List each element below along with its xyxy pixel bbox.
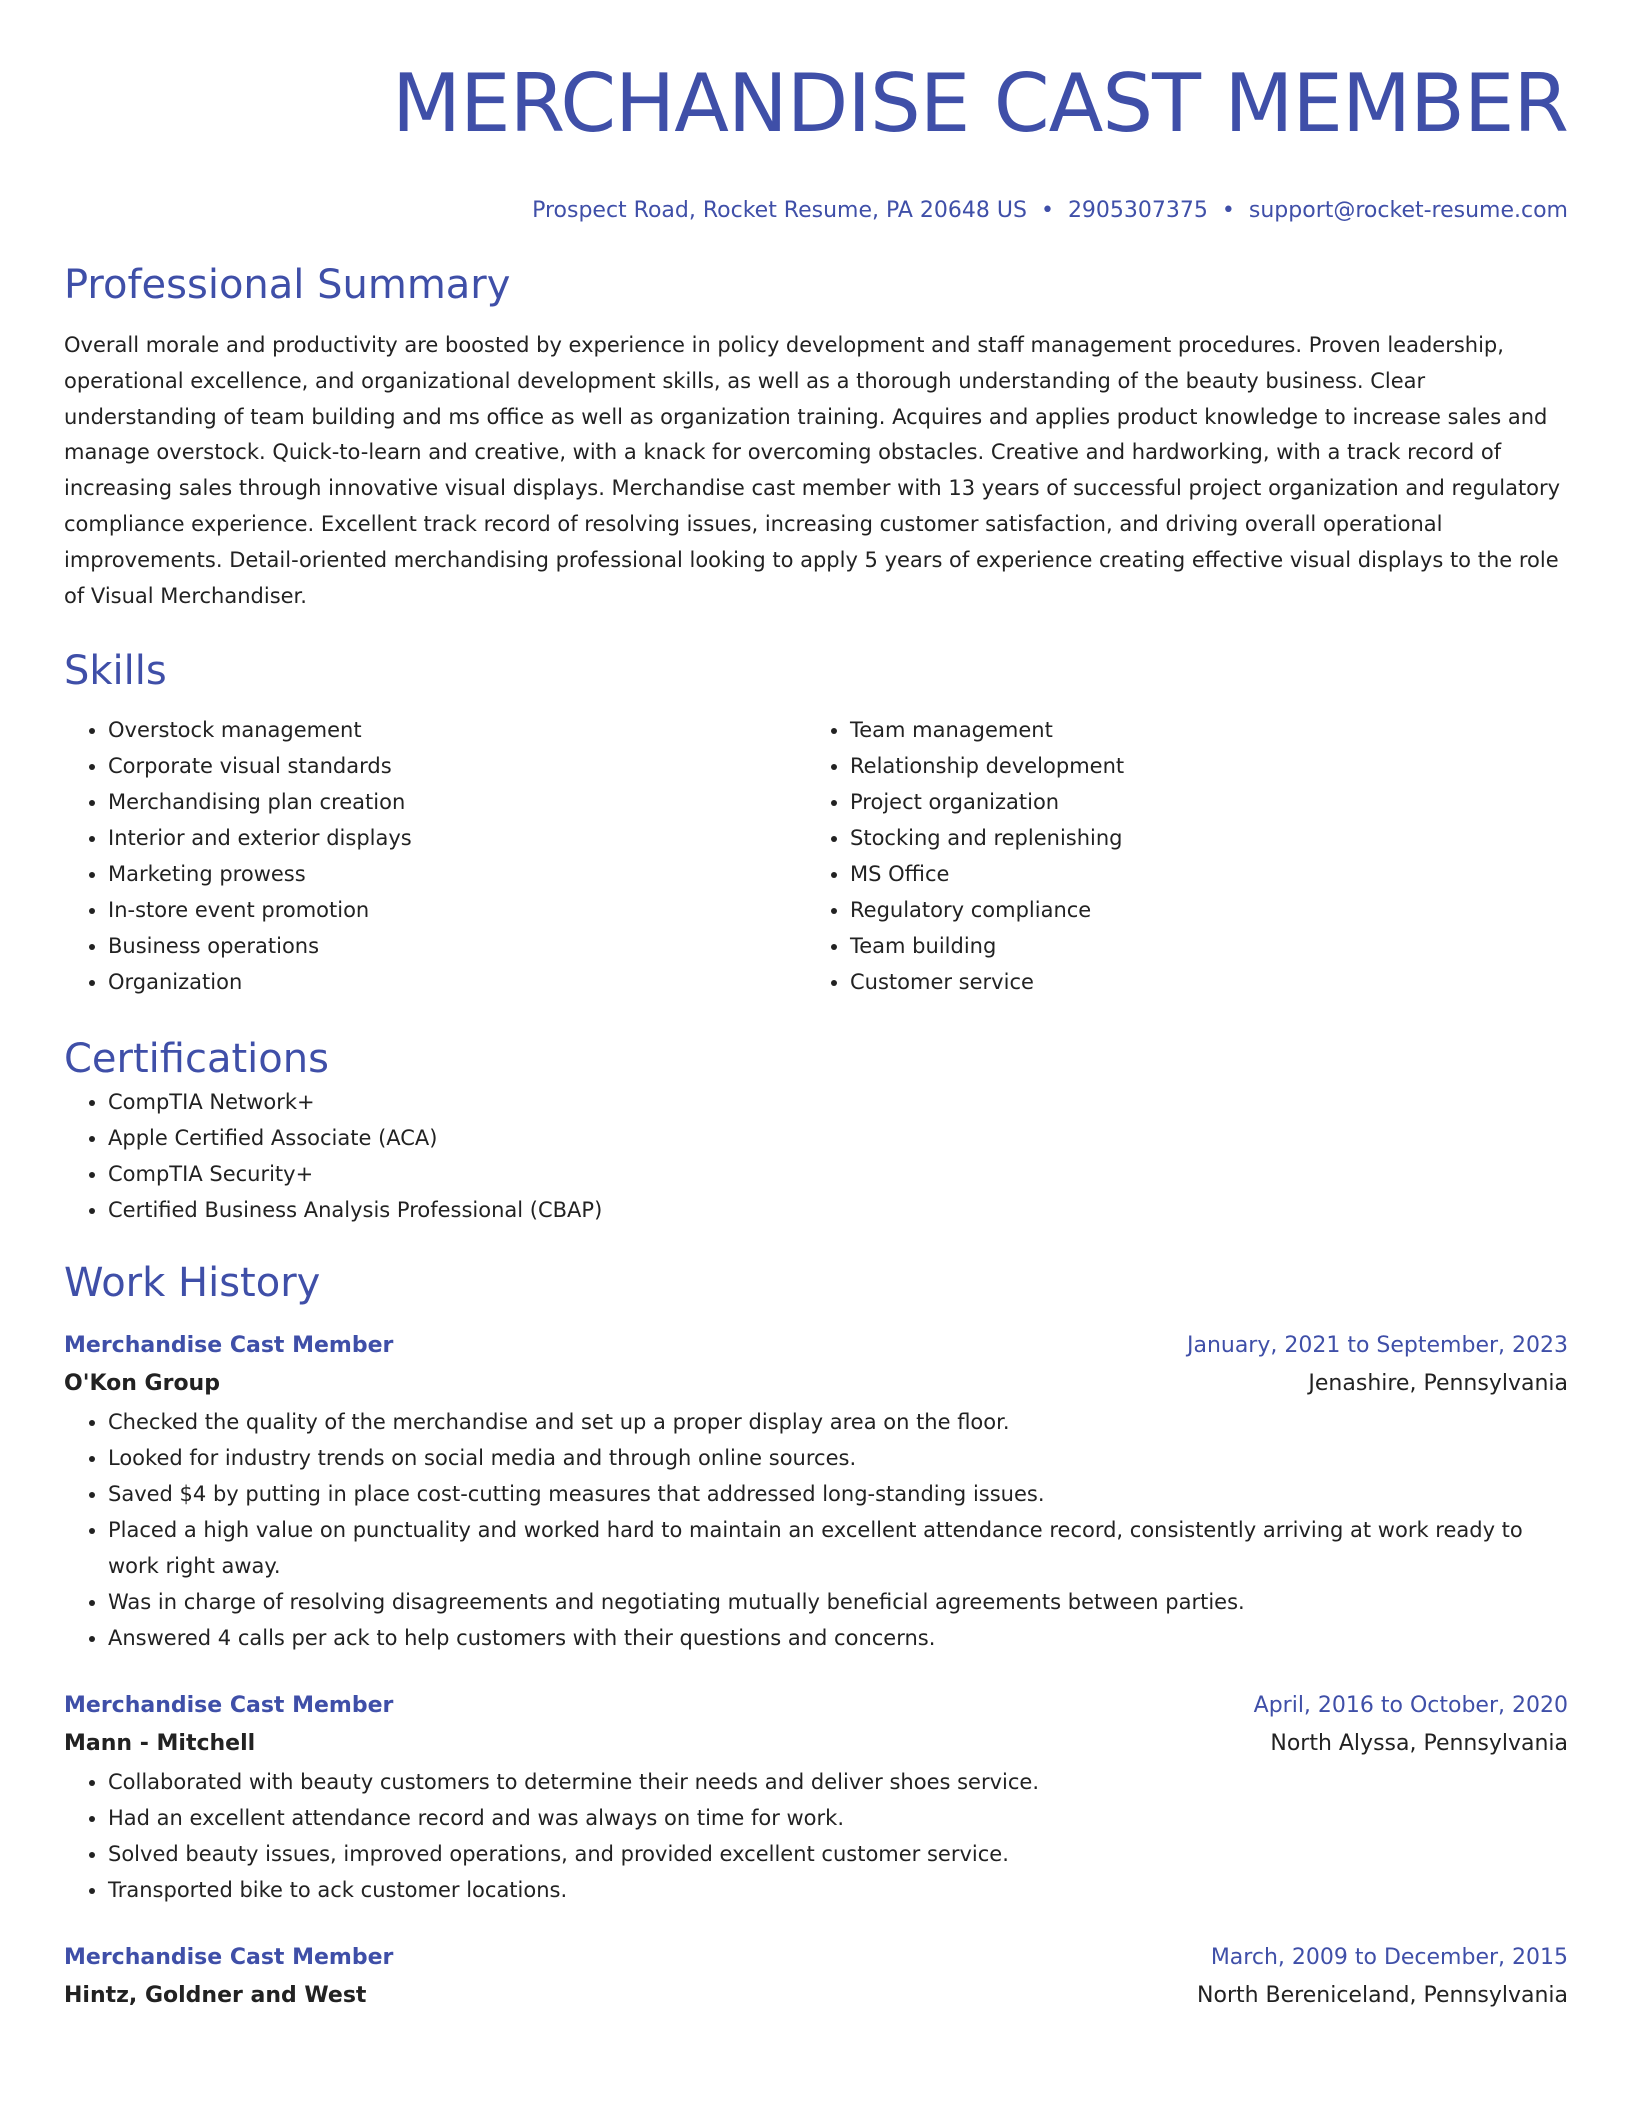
job-title: Merchandise Cast Member (64, 1333, 394, 1359)
job-dates: April, 2016 to October, 2020 (1253, 1693, 1568, 1719)
job-duties-list (64, 1404, 1568, 1656)
job-company: Mann - Mitchell (64, 1731, 256, 1757)
skill-item: • Merchandising plan creation (108, 784, 806, 820)
contact-separator: • (1221, 198, 1235, 223)
certification-item: • CompTIA Security+ (108, 1156, 1568, 1192)
skills-column-right (806, 712, 1548, 1000)
job-entry (64, 1688, 1568, 1908)
skill-item: • Marketing prowess (108, 856, 806, 892)
resume-name: MERCHANDISE CAST MEMBER (392, 57, 1568, 150)
job-duty-item: • Was in charge of resolving disagreements and negotiating mutually beneficial agreements between parties. (108, 1584, 1568, 1620)
skill-item: • Customer service (850, 964, 1548, 1000)
skill-item: • Business operations (108, 928, 806, 964)
summary-heading: Professional Summary (64, 262, 511, 308)
contact-separator: • (1040, 198, 1054, 223)
skill-item: • In-store event promotion (108, 892, 806, 928)
skill-item: • Corporate visual standards (108, 748, 806, 784)
job-header-row (64, 1940, 1568, 1976)
contact-line (64, 196, 1568, 226)
job-duty-item: • Transported bike to ack customer locations. (108, 1872, 1568, 1908)
summary-text: Overall morale and productivity are boosted by experience in policy development and staff management procedures. Proven leadership, operational excellence, and organizational development skills, as well as a thorough understanding of the beauty business. Clear understanding of team building and ms office as well as organization training. Acquires and applies product knowledge to increase sales and manage overstock. Quick-to-learn and creative, with a knack for overcoming obstacles. Creative and hardworking, with a track record of increasing sales through innovative visual displays. Merchandise cast member with 13 years of successful project organization and regulatory compliance experience. Excellent track record of resolving issues, increasing customer satisfaction, and driving overall operational improvements. Detail-oriented merchandising professional looking to apply 5 years of experience creating effective visual displays to the role of Visual Merchandiser. (64, 333, 1561, 608)
skill-item: • MS Office (850, 856, 1548, 892)
job-location: North Alyssa, Pennsylvania (1270, 1731, 1568, 1757)
job-duty-item: • Checked the quality of the merchandise and set up a proper display area on the floor. (108, 1404, 1568, 1440)
job-entry (64, 1328, 1568, 1656)
skills-grid (64, 712, 1568, 1000)
skill-item: • Project organization (850, 784, 1548, 820)
job-company: Hintz, Goldner and West (64, 1983, 367, 2009)
job-duty-item: • Looked for industry trends on social media and through online sources. (108, 1440, 1568, 1476)
job-duty-item: • Saved $4 by putting in place cost-cutting measures that addressed long-standing issues. (108, 1476, 1568, 1512)
skills-column-left (64, 712, 806, 1000)
skills-heading: Skills (64, 648, 167, 695)
job-header-row (64, 1328, 1568, 1364)
skill-item: • Interior and exterior displays (108, 820, 806, 856)
certification-item: • Certified Business Analysis Professional (CBAP) (108, 1192, 1568, 1228)
skills-list-left (64, 712, 806, 1000)
resume-page (64, 0, 1568, 2016)
job-duty-item: • Had an excellent attendance record and was always on time for work. (108, 1800, 1568, 1836)
skill-item: • Organization (108, 964, 806, 1000)
job-company-row (64, 1724, 1568, 1764)
job-location: Jenashire, Pennsylvania (1308, 1371, 1568, 1397)
skill-item: • Relationship development (850, 748, 1548, 784)
job-duty-item: • Placed a high value on punctuality and worked hard to maintain an excellent attendance record, consistently arriving at work ready to work right away. (108, 1512, 1568, 1584)
work-history-heading: Work History (64, 1260, 321, 1307)
job-location: North Bereniceland, Pennsylvania (1197, 1983, 1568, 2009)
skill-item: • Overstock management (108, 712, 806, 748)
job-company: O'Kon Group (64, 1371, 220, 1397)
skill-item: • Stocking and replenishing (850, 820, 1548, 856)
job-duty-item: • Solved beauty issues, improved operations, and provided excellent customer service. (108, 1836, 1568, 1872)
job-duties-list (64, 1764, 1568, 1908)
job-company-row (64, 1976, 1568, 2016)
job-dates: January, 2021 to September, 2023 (1186, 1333, 1568, 1359)
skills-list-right (806, 712, 1548, 1000)
certification-item: • Apple Certified Associate (ACA) (108, 1120, 1568, 1156)
certification-item: • CompTIA Network+ (108, 1084, 1568, 1120)
job-title: Merchandise Cast Member (64, 1945, 394, 1971)
skill-item: • Regulatory compliance (850, 892, 1548, 928)
job-duty-item: • Answered 4 calls per ack to help customers with their questions and concerns. (108, 1620, 1568, 1656)
job-company-row (64, 1364, 1568, 1404)
job-header-row (64, 1688, 1568, 1724)
contact-address: Prospect Road, Rocket Resume, PA 20648 US (532, 198, 1027, 223)
contact-email: support@rocket-resume.com (1248, 198, 1568, 223)
job-dates: March, 2009 to December, 2015 (1210, 1945, 1568, 1971)
job-entry (64, 1940, 1568, 2016)
skill-item: • Team building (850, 928, 1548, 964)
contact-phone: 2905307375 (1067, 198, 1208, 223)
job-duty-item: • Collaborated with beauty customers to determine their needs and deliver shoes service. (108, 1764, 1568, 1800)
skill-item: • Team management (850, 712, 1548, 748)
certifications-list (64, 1084, 1568, 1228)
certifications-heading: Certifications (64, 1036, 329, 1083)
job-title: Merchandise Cast Member (64, 1693, 394, 1719)
